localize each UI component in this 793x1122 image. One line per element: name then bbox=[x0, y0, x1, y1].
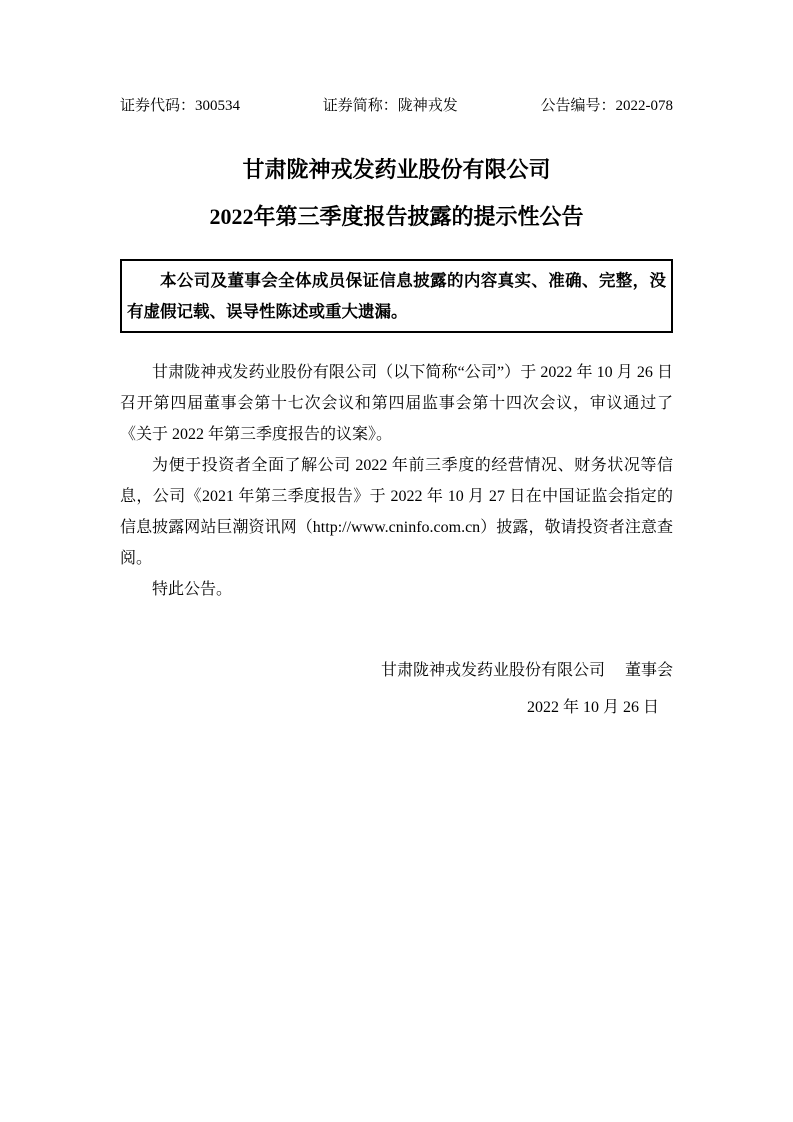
paragraph-board-meeting: 甘肃陇神戎发药业股份有限公司（以下简称“公司”）于 2022 年 10 月 26 日召开第四届董事会第十七次会议和第四届监事会第十四次会议，审议通过了《关于 2022 年第三季度报告的议案》。 bbox=[120, 364, 673, 443]
signature-company-line: 甘肃陇神戎发药业股份有限公司 董事会 bbox=[380, 662, 673, 679]
signature-date-line: 2022 年 10 月 26 日 bbox=[526, 699, 659, 716]
title-announcement-name: 2022年第三季度报告披露的提示性公告 bbox=[209, 204, 584, 229]
document-title bbox=[120, 146, 673, 240]
announcement-number: 公告编号：2022-078 bbox=[540, 98, 673, 114]
stock-short-name: 证券简称：陇神戎发 bbox=[322, 98, 458, 114]
document-body bbox=[120, 357, 673, 605]
board-statement-text: 本公司及董事会全体成员保证信息披露的内容真实、准确、完整，没有虚假记载、误导性陈述或重大遗漏。 bbox=[127, 271, 666, 321]
signature-block bbox=[120, 652, 673, 726]
paragraph-closing: 特此公告。 bbox=[152, 581, 233, 598]
stock-code: 证券代码：300534 bbox=[120, 98, 241, 114]
title-company-name: 甘肃陇神戎发药业股份有限公司 bbox=[242, 157, 551, 182]
board-statement-box bbox=[120, 259, 673, 333]
document-header bbox=[120, 95, 673, 117]
paragraph-disclosure-info: 为便于投资者全面了解公司 2022 年前三季度的经营情况、财务状况等信息，公司《2021 年第三季度报告》于 2022 年 10 月 27 日在中国证监会指定的信息披露网站巨潮资讯网（http://www.cninfo.com.cn）披露，敬请投资者注意查阅。 bbox=[120, 457, 673, 567]
